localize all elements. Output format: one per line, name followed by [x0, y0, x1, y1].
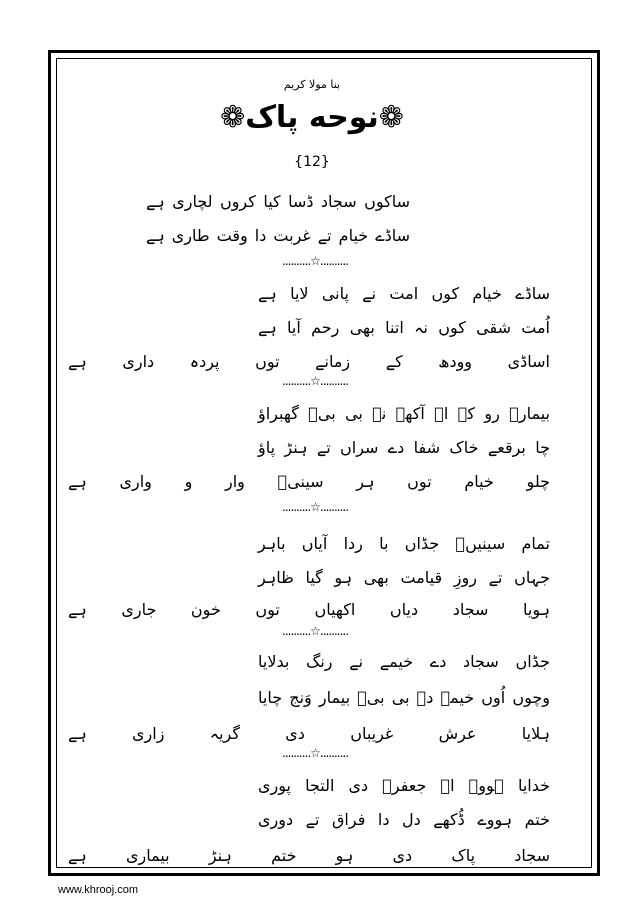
website-url[interactable]: www.khrooj.com — [58, 884, 139, 896]
verse-line: ساکوں سجاد ڈسا کیا کروں لچاری ہے — [146, 192, 410, 211]
verse-line: اُمت شقی کوں نہ اتنا بھی رحم آیا ہے — [258, 318, 550, 337]
verse-line: ساڈے خیام کوں امت نے پانی لایا ہے — [258, 284, 550, 303]
stanza-separator: ..........☆.......... — [282, 624, 349, 638]
ornament-right-icon: ❁ — [378, 100, 404, 135]
verse-line: ہویا سجاد دیاں اکھیاں توں خون جاری ہے — [68, 600, 550, 619]
noha-number: {12} — [294, 154, 330, 170]
verse-line: جڈاں سجاد دے خیمے نے رنگ بدلایا — [258, 652, 550, 671]
verse-line: بیمارؑ رو کے اے آکھے نہ بی بیؑ گھبراؤ — [258, 404, 550, 423]
verse-line: تمام سینیںؑ جڈاں با ردا آیاں باہر — [258, 534, 550, 553]
title-text: نوحه پاک — [245, 100, 379, 135]
invocation-heading: بنا مولا کریم — [283, 78, 341, 91]
stanza-separator: ..........☆.......... — [282, 254, 349, 268]
verse-line: چلو خیام توں ہر سینیؑ وار و واری ہے — [68, 472, 550, 491]
ornament-left-icon: ❁ — [220, 100, 246, 135]
verse-line: ساڈے خیام تے غربت دا وقت طاری ہے — [146, 226, 410, 245]
page-title — [0, 100, 624, 135]
verse-line: سجاد پاک دی ہو ختم ہنڑ بیماری ہے — [68, 846, 550, 865]
verse-line: ختم ہووے ڈُکھے دل دا فراق تے دوری — [258, 810, 550, 829]
verse-line: وچوں اُوں خیمے دے بی بیؑ بیمار وَنج چایا — [258, 688, 550, 707]
verse-line: اساڈی وودھ کے زمانے توں پردہ داری ہے — [68, 352, 550, 371]
stanza-separator: ..........☆.......... — [282, 500, 349, 514]
verse-line: چا برقعے خاک شفا دے سراں تے ہنڑ پاؤ — [258, 438, 550, 457]
verse-line: ہلایا عرش غریباں دی گریہ زاری ہے — [68, 724, 550, 743]
verse-line: خدایا ہووے اے جعفرؑ دی التجا پوری — [258, 776, 550, 795]
verse-line: جہاں تے روزِ قیامت بھی ہو گیا ظاہر — [258, 568, 550, 587]
stanza-separator: ..........☆.......... — [282, 746, 349, 760]
stanza-separator: ..........☆.......... — [282, 374, 349, 388]
